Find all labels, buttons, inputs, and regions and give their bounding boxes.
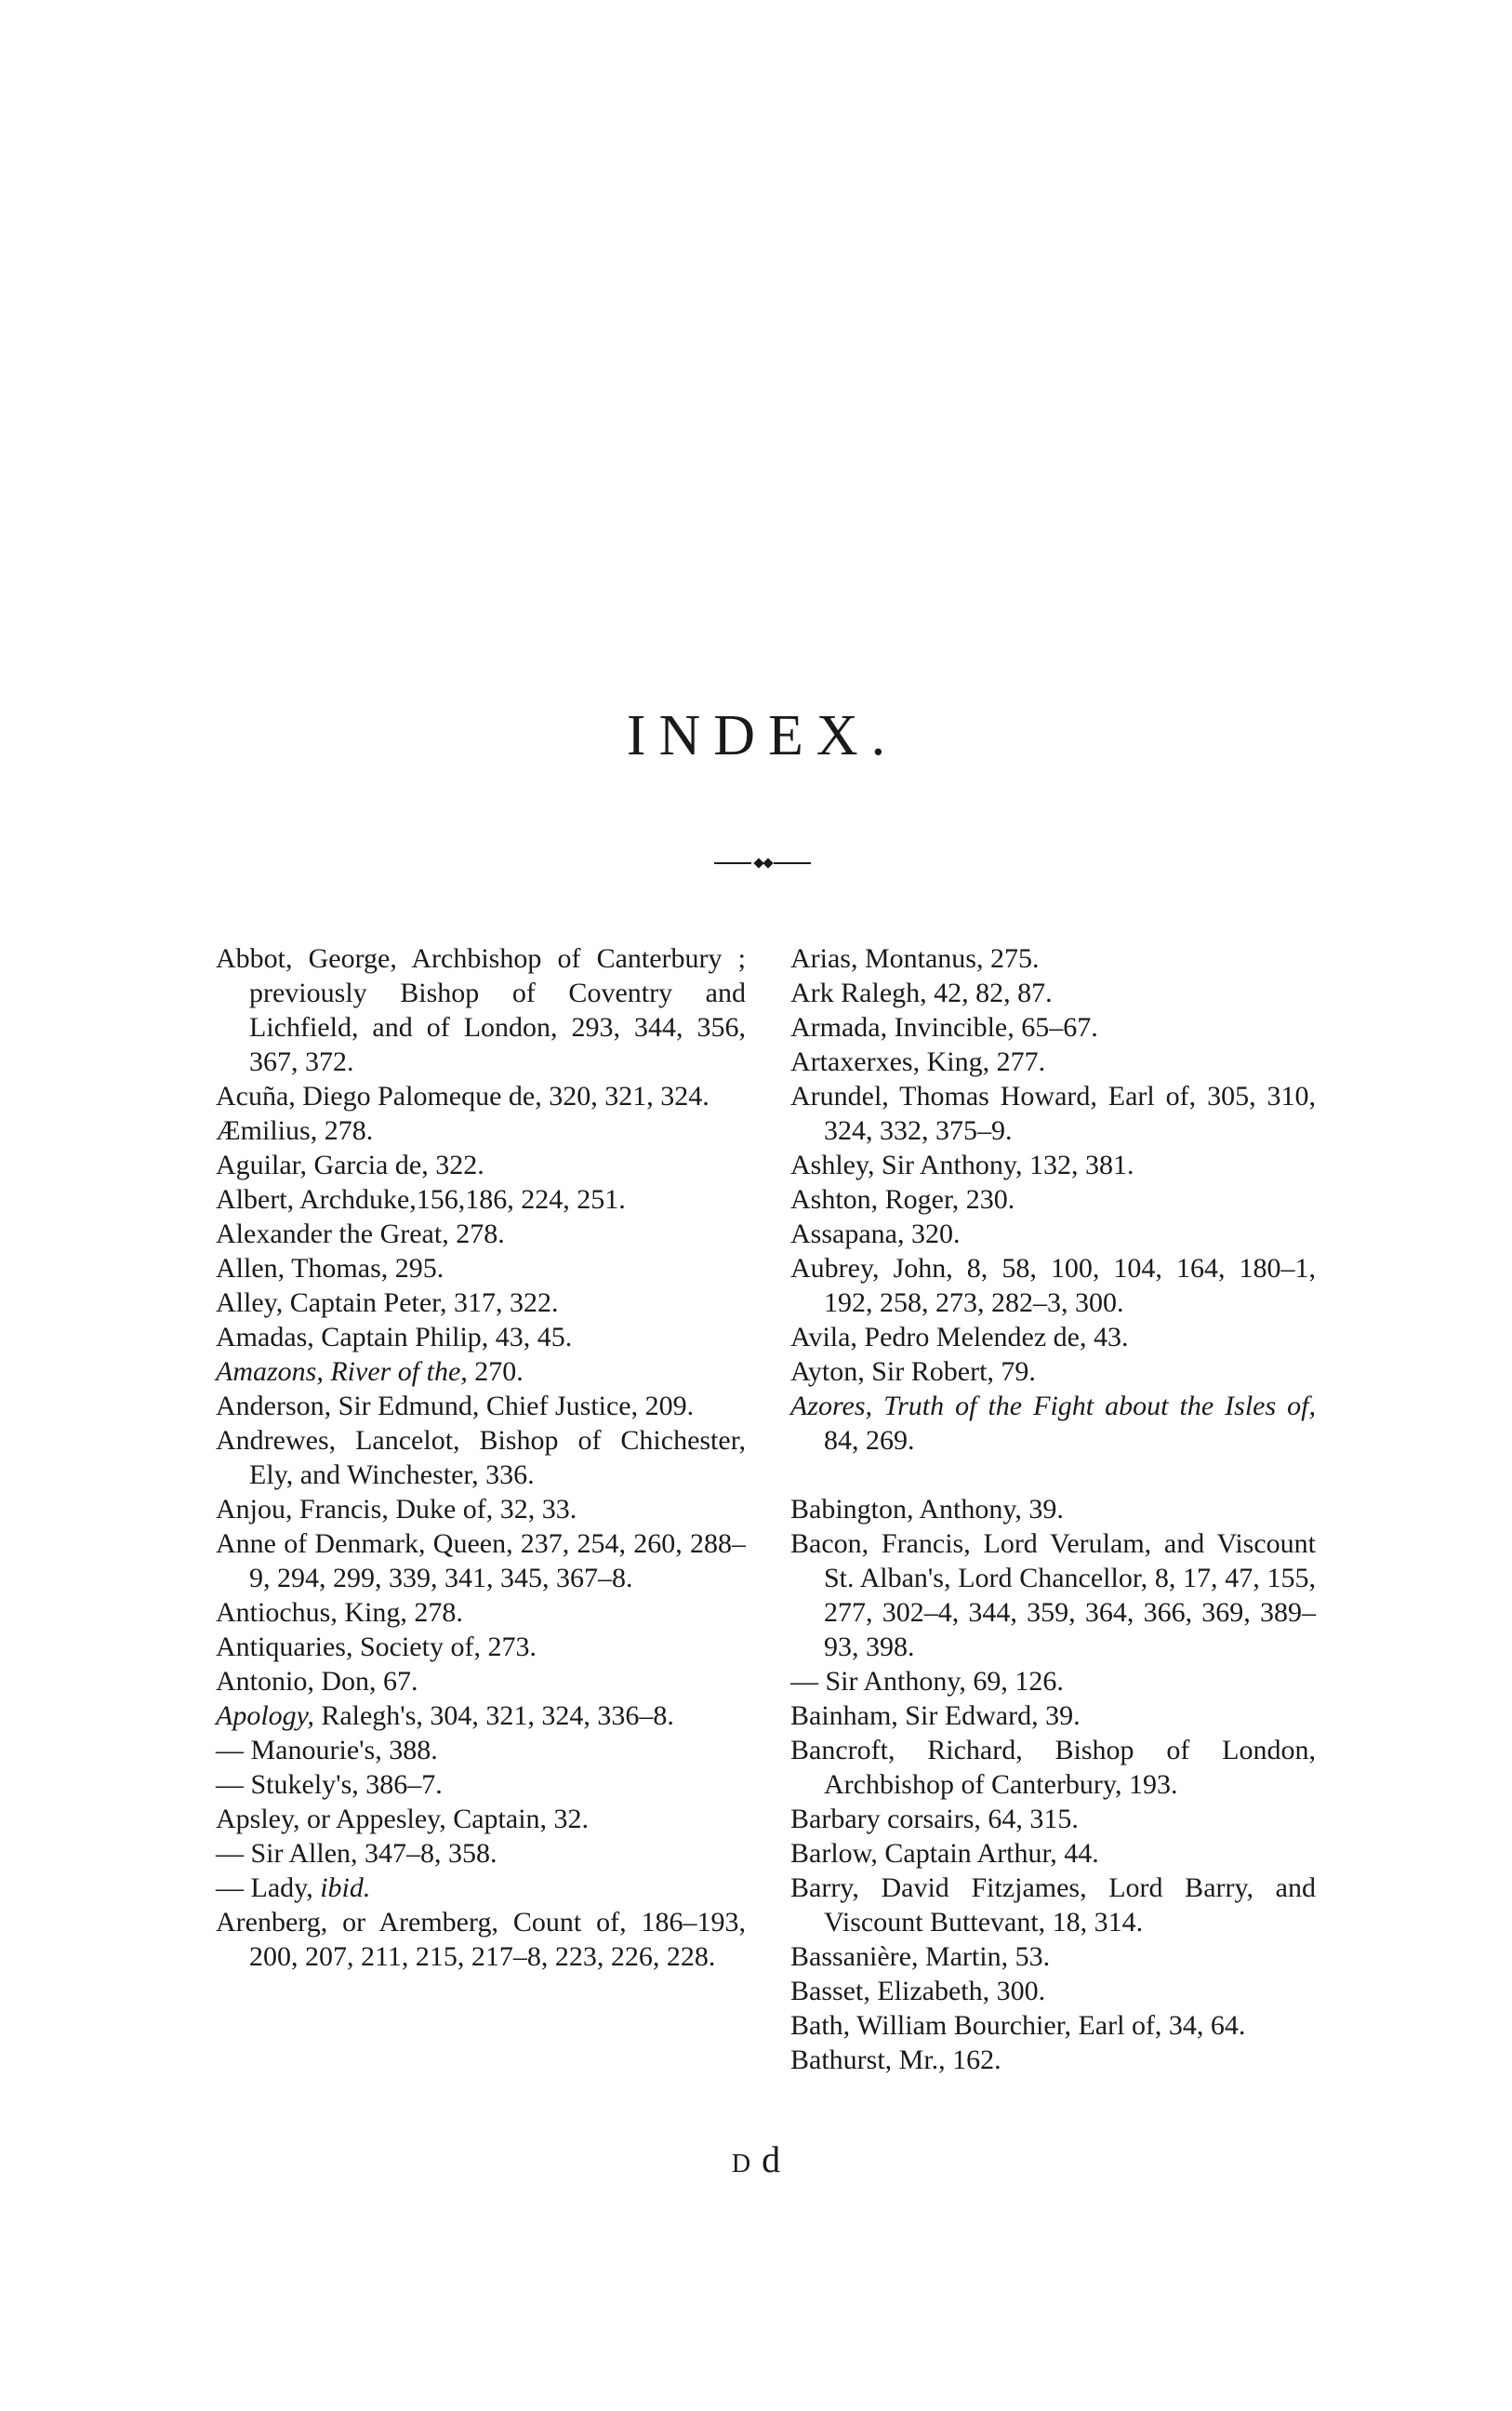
index-entry xyxy=(790,1182,1316,1217)
index-entry-text: Apsley, or Appesley, Captain, 32. xyxy=(216,1804,590,1834)
index-entry xyxy=(790,1871,1316,1939)
index-entry-text: Artaxerxes, King, 277. xyxy=(790,1046,1046,1077)
index-entry xyxy=(216,1767,746,1802)
printer-signature-mark xyxy=(0,2138,1512,2180)
ornament-rule-left xyxy=(714,862,751,864)
index-entry xyxy=(216,1836,746,1871)
index-entry-text: Æmilius, 278. xyxy=(216,1115,374,1146)
index-entry-text: Barry, David Fitzjames, Lord Barry, and Viscount Buttevant, 18, 314. xyxy=(790,1872,1316,1938)
index-entry xyxy=(216,1526,746,1595)
index-entry xyxy=(790,1939,1316,1974)
index-entry-text: Acuña, Diego Palomeque de, 320, 321, 324. xyxy=(216,1081,710,1112)
index-entry-text: Andrewes, Lancelot, Bishop of Chichester, Ely, and Winchester, 336. xyxy=(216,1425,746,1490)
index-entry xyxy=(216,1113,746,1148)
index-entry-text: — Manourie's, 388. xyxy=(216,1735,438,1765)
index-entry xyxy=(790,1354,1316,1389)
index-column-left xyxy=(216,941,746,1974)
page-title: INDEX. xyxy=(626,704,899,767)
index-entry xyxy=(790,1802,1316,1836)
ornament-rule-right xyxy=(774,862,811,864)
index-entry-text: Arenberg, or Aremberg, Count of, 186–193, 200, 207, 211, 215, 217–8, 223, 226, 228. xyxy=(216,1907,746,1972)
title-ornament xyxy=(714,858,811,869)
index-entry xyxy=(790,1526,1316,1664)
index-entry-text: Ralegh's, 304, 321, 324, 336–8. xyxy=(313,1700,674,1731)
index-entry xyxy=(216,1148,746,1182)
index-entry xyxy=(216,1354,746,1389)
index-entry xyxy=(790,1217,1316,1251)
index-entry-text: — Sir Allen, 347–8, 358. xyxy=(216,1838,497,1869)
index-entry xyxy=(790,1733,1316,1802)
index-entry xyxy=(790,1320,1316,1354)
index-entry xyxy=(790,1251,1316,1320)
index-entry-text: 84, 269. xyxy=(824,1425,915,1456)
index-entry-text: Bath, William Bourchier, Earl of, 34, 64. xyxy=(790,2010,1246,2041)
index-entry-text: Anne of Denmark, Queen, 237, 254, 260, 288–9, 294, 299, 339, 341, 345, 367–8. xyxy=(216,1528,746,1593)
index-entry xyxy=(790,1492,1316,1526)
index-entry xyxy=(790,2008,1316,2043)
index-entry xyxy=(216,1423,746,1492)
index-entry xyxy=(790,1045,1316,1079)
index-entry-text: Barlow, Captain Arthur, 44. xyxy=(790,1838,1099,1869)
index-entry-text: Antiquaries, Society of, 273. xyxy=(216,1632,537,1662)
index-entry xyxy=(216,1492,746,1526)
index-entry-text: Armada, Invincible, 65–67. xyxy=(790,1012,1098,1043)
index-entry xyxy=(216,1802,746,1836)
index-entry xyxy=(216,1871,746,1905)
index-entry-text: 270. xyxy=(467,1356,524,1387)
index-entry xyxy=(790,1079,1316,1148)
index-entry-text: Bassanière, Martin, 53. xyxy=(790,1941,1051,1972)
index-entry xyxy=(216,1389,746,1423)
index-entry-text: Babington, Anthony, 39. xyxy=(790,1494,1064,1525)
index-entry xyxy=(790,1974,1316,2008)
index-entry xyxy=(790,1010,1316,1045)
index-entry-text: Bancroft, Richard, Bishop of London, Archbishop of Canterbury, 193. xyxy=(790,1735,1316,1800)
index-entry xyxy=(216,1664,746,1698)
index-entry-text: — Lady, xyxy=(216,1872,321,1903)
index-entry-text: Amadas, Captain Philip, 43, 45. xyxy=(216,1322,573,1352)
index-entry xyxy=(790,1148,1316,1182)
index-entry-text: Ayton, Sir Robert, 79. xyxy=(790,1356,1036,1387)
index-entry-text: Arias, Montanus, 275. xyxy=(790,943,1040,974)
index-entry-text: Arundel, Thomas Howard, Earl of, 305, 310, 324, 332, 375–9. xyxy=(790,1081,1316,1146)
index-entry xyxy=(216,941,746,1079)
index-entry xyxy=(216,1217,746,1251)
index-entry-text: Ashley, Sir Anthony, 132, 381. xyxy=(790,1150,1134,1180)
index-entry-italic-title: Azores, Truth of the Fight about the Isles of, xyxy=(790,1391,1316,1421)
index-entry-text: Bainham, Sir Edward, 39. xyxy=(790,1700,1081,1731)
index-entry xyxy=(216,1733,746,1767)
signature-letter-small: D xyxy=(731,2150,753,2178)
index-entry-text: Alexander the Great, 278. xyxy=(216,1219,505,1249)
index-entry xyxy=(790,976,1316,1010)
index-entry xyxy=(790,1698,1316,1733)
index-entry xyxy=(790,1836,1316,1871)
index-entry xyxy=(216,1320,746,1354)
index-entry-text: Assapana, 320. xyxy=(790,1219,961,1249)
index-entry-italic-ref: ibid. xyxy=(320,1872,371,1903)
index-entry-text: Anjou, Francis, Duke of, 32, 33. xyxy=(216,1494,577,1525)
index-column-right xyxy=(790,941,1316,2077)
index-entry-text: Antiochus, King, 278. xyxy=(216,1597,463,1628)
ornament-diamond xyxy=(763,858,773,868)
index-entry-text: — Stukely's, 386–7. xyxy=(216,1769,443,1800)
index-entry-text: Aubrey, John, 8, 58, 100, 104, 164, 180–1, 192, 258, 273, 282–3, 300. xyxy=(790,1253,1316,1318)
index-entry-text: Ark Ralegh, 42, 82, 87. xyxy=(790,978,1053,1008)
index-entry xyxy=(216,1630,746,1664)
index-entry-text: Albert, Archduke,156,186, 224, 251. xyxy=(216,1184,626,1215)
index-entry-text: Bathurst, Mr., 162. xyxy=(790,2045,1001,2075)
index-entry xyxy=(216,1251,746,1285)
index-entry-text: Anderson, Sir Edmund, Chief Justice, 209. xyxy=(216,1391,695,1421)
index-entry xyxy=(216,1905,746,1974)
index-entry xyxy=(216,1079,746,1113)
index-entry xyxy=(790,2043,1316,2077)
index-entry-text: Allen, Thomas, 295. xyxy=(216,1253,444,1284)
signature-letter-large: d xyxy=(762,2138,781,2180)
index-entry-italic-title: Apology, xyxy=(216,1700,314,1731)
index-entry-text: Abbot, George, Archbishop of Canterbury ; previously Bishop of Coventry and Lichfield, and of London, 293, 344, 356, 367, 372. xyxy=(216,943,746,1077)
index-entry xyxy=(216,1285,746,1320)
index-entry-text: Aguilar, Garcia de, 322. xyxy=(216,1150,484,1180)
index-entry-text: Bacon, Francis, Lord Verulam, and Viscount St. Alban's, Lord Chancellor, 8, 17, 47, 155, 277, 302–4, 344, 359, 364, 366, 369, 389–93, 398. xyxy=(790,1528,1316,1662)
index-entry xyxy=(790,1389,1316,1458)
index-entry-text: — Sir Anthony, 69, 126. xyxy=(790,1666,1064,1697)
index-entry xyxy=(790,941,1316,976)
index-entry-text: Basset, Elizabeth, 300. xyxy=(790,1976,1046,2006)
index-entry xyxy=(216,1595,746,1630)
index-entry-text: Barbary corsairs, 64, 315. xyxy=(790,1804,1079,1834)
index-entry-text: Antonio, Don, 67. xyxy=(216,1666,418,1697)
index-entry xyxy=(216,1698,746,1733)
index-entry xyxy=(216,1182,746,1217)
index-entry-italic-title: Amazons, River of the, xyxy=(216,1356,468,1387)
index-entry-text: Alley, Captain Peter, 317, 322. xyxy=(216,1287,559,1318)
index-entry-text: Avila, Pedro Melendez de, 43. xyxy=(790,1322,1129,1352)
index-entry-text: Ashton, Roger, 230. xyxy=(790,1184,1015,1215)
index-entry xyxy=(790,1664,1316,1698)
